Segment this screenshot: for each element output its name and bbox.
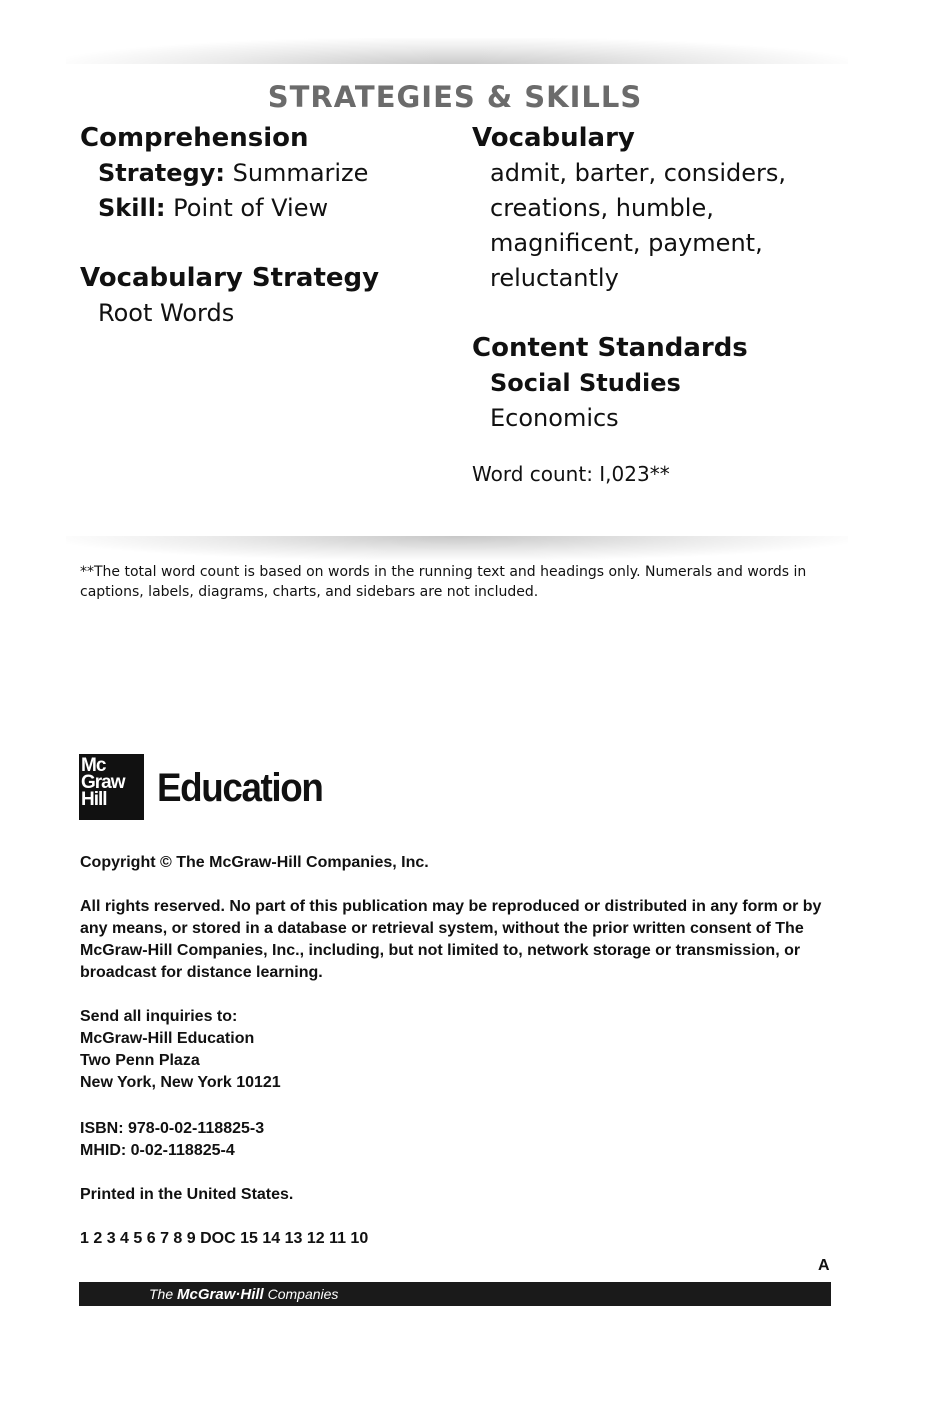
identifiers-block — [80, 1118, 840, 1162]
vocabulary-line: magnificent, payment, — [490, 229, 763, 257]
strategy-label: Strategy: — [98, 159, 225, 187]
footer-brand-bar — [79, 1282, 831, 1306]
left-column — [80, 122, 379, 331]
address-line: Two Penn Plaza — [80, 1052, 200, 1069]
right-column — [472, 122, 786, 436]
vocabulary-line: reluctantly — [490, 264, 619, 292]
address-line: New York, New York 10121 — [80, 1074, 281, 1091]
footer-pre: The — [149, 1286, 178, 1302]
box-bottom-shadow — [66, 536, 848, 560]
mhid: MHID: 0-02-118825-4 — [80, 1142, 235, 1159]
vocabulary-line: admit, barter, considers, — [490, 159, 787, 187]
vocabulary-strategy-value: Root Words — [98, 299, 235, 327]
comprehension-heading: Comprehension — [80, 123, 309, 153]
address-line: Send all inquiries to: — [80, 1008, 238, 1025]
mcgraw-hill-logo-mark — [79, 754, 144, 820]
printed-in: Printed in the United States. — [80, 1186, 294, 1203]
skill-line — [80, 191, 379, 226]
copyright-line: Copyright © The McGraw-Hill Companies, Inc. — [80, 854, 429, 871]
strategy-line — [80, 156, 379, 191]
vocabulary-strategy-heading: Vocabulary Strategy — [80, 263, 380, 293]
skill-value: Point of View — [173, 194, 329, 222]
vocabulary-line: creations, humble, — [490, 194, 714, 222]
word-count-footnote: **The total word count is based on words in the running text and headings only. Numerals and words in captions, labels, diagrams, charts, and sidebars are not included. — [80, 564, 807, 600]
content-standards-topic: Economics — [490, 404, 619, 432]
logo-mark-line: Hill — [81, 789, 107, 810]
content-standards-subject: Social Studies — [490, 369, 681, 397]
content-standards-heading: Content Standards — [472, 333, 748, 363]
skill-label: Skill: — [98, 194, 166, 222]
logo-mark-line: Mc — [81, 755, 106, 776]
vocabulary-heading: Vocabulary — [472, 123, 635, 153]
page-title: STRATEGIES & SKILLS — [267, 80, 643, 114]
level-letter: A — [818, 1257, 830, 1274]
isbn: ISBN: 978-0-02-118825-3 — [80, 1120, 265, 1137]
logo-mark-line: Graw — [81, 772, 125, 793]
address-block — [80, 1006, 840, 1094]
box-top-shadow — [66, 38, 848, 66]
address-line: McGraw-Hill Education — [80, 1030, 255, 1047]
rights-paragraph: All rights reserved. No part of this publication may be reproduced or distributed in any form or by any means, or stored in a database or retrieval system, without the prior written consent of The McGraw-Hill Companies, Inc., including, but not limited to, network storage or transmission, or broadcast for distance learning. — [80, 898, 822, 981]
word-count: Word count: I,023** — [472, 462, 670, 486]
printing-line: 1 2 3 4 5 6 7 8 9 DOC 15 14 13 12 11 10 — [80, 1230, 369, 1247]
strategy-value: Summarize — [232, 159, 369, 187]
logo-wordmark: Education — [157, 766, 323, 810]
footer-post: Companies — [263, 1286, 339, 1302]
footer-brand: McGraw·Hill — [177, 1286, 264, 1303]
